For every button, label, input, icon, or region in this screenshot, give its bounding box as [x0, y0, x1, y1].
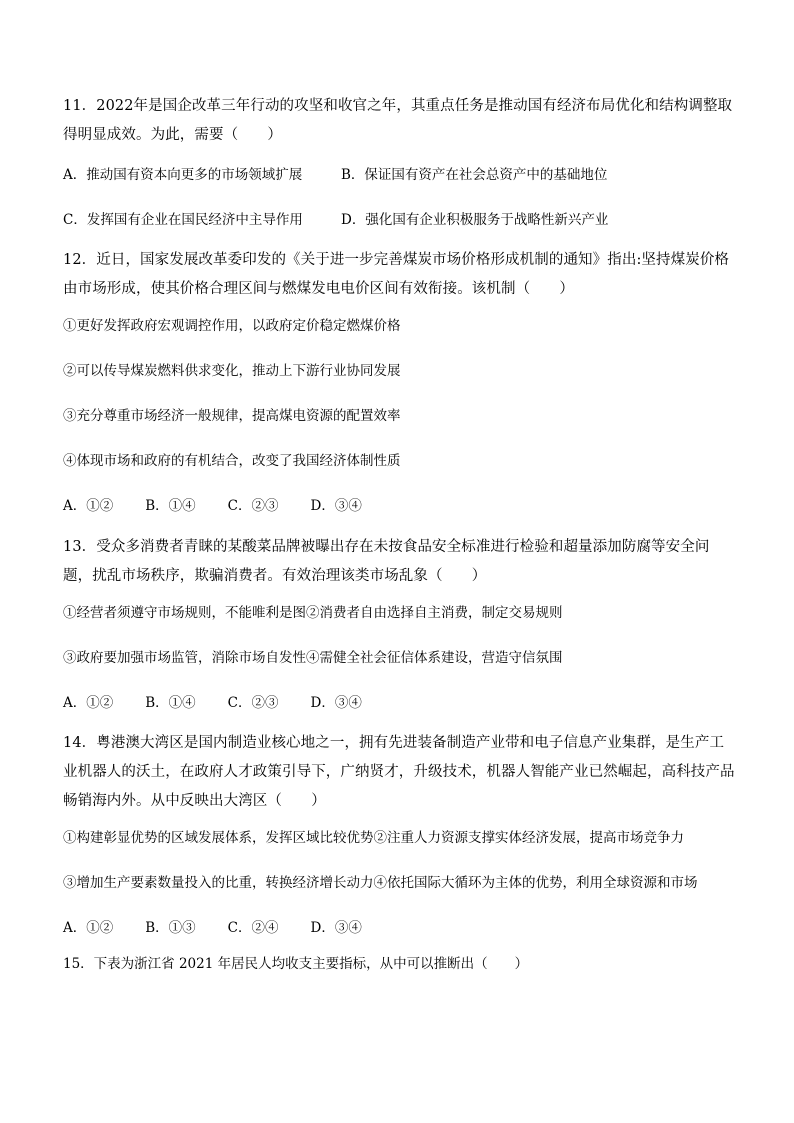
question-13-answers	[63, 693, 735, 713]
question-11-stem: 11．2022年是国企改革三年行动的攻坚和收官之年，其重点任务是推动国有经济布局优化和结构调整取得明显成效。为此，需要（ ）	[63, 98, 733, 143]
question-12-answers	[63, 496, 735, 516]
answer-b: B．①④	[145, 695, 196, 711]
answer-b: B．①③	[145, 920, 196, 936]
question-13	[63, 533, 735, 713]
answer-d: D．③④	[310, 920, 362, 936]
question-12	[63, 246, 735, 516]
statement-4: ④体现市场和政府的有机结合，改变了我国经济体制性质	[63, 453, 401, 469]
question-14	[63, 729, 735, 938]
answer-a: A．①②	[63, 920, 114, 936]
statement-1-2: ①经营者须遵守市场规则，不能唯利是图②消费者自由选择自主消费，制定交易规则	[63, 605, 563, 621]
question-page	[63, 92, 735, 974]
answer-c: C．②③	[227, 695, 279, 711]
question-11	[63, 92, 735, 230]
question-14-stem: 14．粤港澳大湾区是国内制造业核心地之一，拥有先进装备制造产业带和电子信息产业集群，是生产工业机器人的沃土，在政府人才政策引导下，广纳贤才，升级技术，机器人智能产业已然崛起，高科技产品畅销海内外。从中反映出大湾区（ ）	[63, 735, 735, 809]
option-c: C．发挥国有企业在国民经济中主导作用	[63, 212, 303, 228]
question-13-stem: 13．受众多消费者青睐的某酸菜品牌被曝出存在未按食品安全标准进行检验和超量添加防腐等安全问题，扰乱市场秩序，欺骗消费者。有效治理该类市场乱象（ ）	[63, 539, 710, 584]
statement-2: ②可以传导煤炭燃料供求变化，推动上下游行业协同发展	[63, 363, 401, 379]
question-14-answers	[63, 918, 735, 938]
answer-c: C．②③	[227, 498, 279, 514]
answer-b: B．①④	[145, 498, 196, 514]
statement-3: ③充分尊重市场经济一般规律，提高煤电资源的配置效率	[63, 408, 401, 424]
answer-d: D．③④	[310, 498, 362, 514]
option-a: A．推动国有资本向更多的市场领域扩展	[63, 167, 303, 183]
statement-1: ①更好发挥政府宏观调控作用，以政府定价稳定燃煤价格	[63, 318, 401, 334]
question-15-stem: 15．下表为浙江省 2021 年居民人均收支主要指标，从中可以推断出（ ）	[63, 956, 529, 972]
option-b: B．保证国有资产在社会总资产中的基础地位	[341, 167, 608, 183]
option-d: D．强化国有企业积极服务于战略性新兴产业	[341, 212, 609, 228]
answer-c: C．②④	[227, 920, 279, 936]
question-11-options-row-1	[63, 165, 735, 185]
question-12-stem: 12．近日，国家发展改革委印发的《关于进一步完善煤炭市场价格形成机制的通知》指出:坚持煤炭价格由市场形成，使其价格合理区间与燃煤发电电价区间有效衔接。该机制（ ）	[63, 252, 730, 297]
statement-3-4: ③增加生产要素数量投入的比重，转换经济增长动力④依托国际大循环为主体的优势，利用全球资源和市场	[63, 875, 698, 891]
statement-1-2: ①构建彰显优势的区域发展体系，发挥区域比较优势②注重人力资源支撑实体经济发展，提高市场竞争力	[63, 830, 684, 846]
answer-d: D．③④	[310, 695, 362, 711]
question-11-options-row-2	[63, 210, 735, 230]
statement-3-4: ③政府要加强市场监管，消除市场自发性④需健全社会征信体系建设，营造守信氛围	[63, 650, 563, 666]
answer-a: A．①②	[63, 695, 114, 711]
question-15	[63, 954, 735, 974]
answer-a: A．①②	[63, 498, 114, 514]
